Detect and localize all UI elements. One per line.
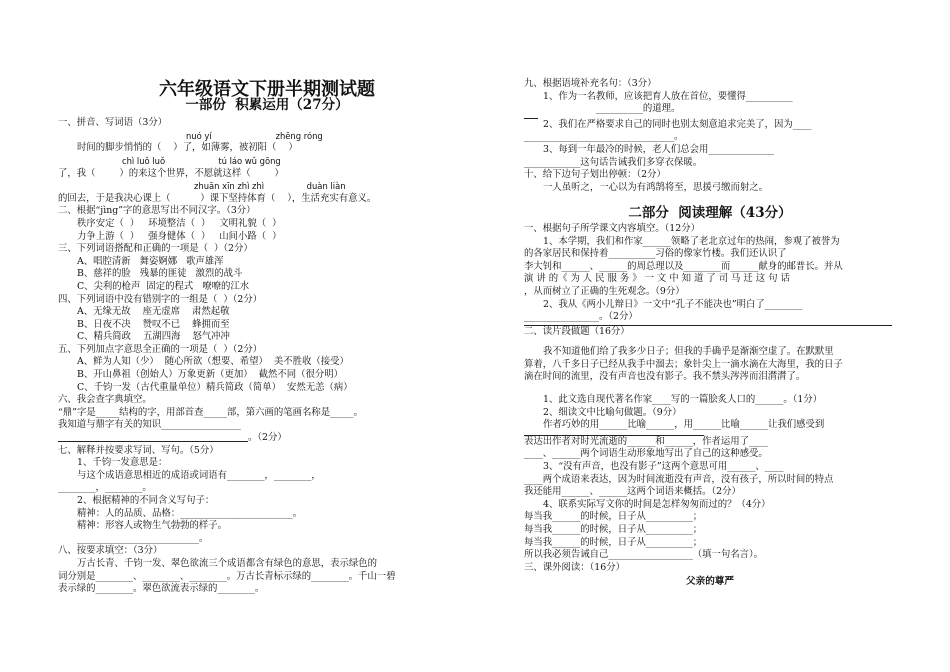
q6-line-3: 。（2分）	[248, 432, 287, 444]
q7-sub-2a: 精神：人的品质、品格：________________________。	[77, 507, 303, 519]
q1-head: 一、拼音、写词语（3分）	[58, 117, 168, 129]
q2-head: 二、根据“jìng”字的意思写出不同汉字。（3分）	[58, 205, 256, 217]
r2-q2b: 表达出作者对时光流逝的______和______，作者运用了____	[524, 435, 768, 447]
story-title: 父亲的尊严	[686, 576, 734, 588]
q9-head: 九、根据语境补充名句：（3分）	[524, 78, 657, 89]
r2-q4c: 每当我______的时候，日子从__________；	[524, 536, 703, 548]
q5-option-a: A、鲜为人知（少） 随心所欲（想要、希望） 美不胜收（接受）	[77, 356, 349, 368]
q1-pinyin-2: chì luǒ luǒ tú láo wǔ gōng	[122, 155, 281, 166]
r2-passage-1: 我不知道他们给了我多少日子；但我的手确乎是渐渐空虚了。在默默里	[543, 346, 834, 358]
question-8	[58, 545, 476, 595]
q9-line-5: 3、每到一年最冷的时候，老人们总会用______________	[543, 143, 774, 155]
q9-line-6: ____________这句话告诫我们多穿衣保暖。	[524, 156, 703, 168]
r1-line-1: 1、本学期，我们和作家______领略了老北京过年的热闹，参观了被誉为	[543, 235, 840, 247]
reading-3	[524, 562, 896, 589]
r1-line-3: 李大钊和______、______的周总理以及________而______献身的邮普长。并从	[524, 260, 843, 272]
q6-head: 六、我会查字典填空。	[58, 394, 152, 406]
q4-option-a: A、无缘无故 座无虚席 肃然起敬	[77, 306, 230, 318]
q1-line-3: 的回去，于是我决心课上（ ）课下坚持体育（ ），生活充实有意义。	[58, 192, 377, 204]
q7-sub-1: 1、千钧一发意思是：	[77, 457, 168, 469]
r1-line-2: 的各家居民和保持着__________习俗的像家竹楼。我们还认识了	[524, 248, 787, 260]
r2-q4b: 每当我______的时候，日子从__________；	[524, 524, 703, 535]
q5-option-c: C、千钧一发（古代重量单位）精兵简政（简单） 安然无恙（病）	[77, 381, 353, 393]
question-4	[58, 294, 476, 344]
q3-option-b: B、慈祥的脸 残暴的匪徒 激烈的战斗	[77, 268, 243, 280]
q8-line-3: 表示绿的________。翠色欲流表示绿的________。	[58, 583, 265, 595]
r2-q4: 4、联系实际写文你的时间是怎样匆匆而过的？（4分）	[543, 498, 771, 510]
q9-line-2: __________的道理。	[596, 103, 681, 115]
question-5	[58, 344, 476, 394]
r2-head: 二、读片段做题（16分）	[524, 325, 630, 337]
r1-line-5: ，从而树立了正确的生死观念。（9分）	[524, 285, 685, 297]
q7-sub-2b: 精神：形容人或物生气勃勃的样子。	[77, 520, 228, 532]
q4-option-c: C、精兵简政 五湖四海 怒气冲冲	[77, 331, 230, 343]
question-10	[524, 169, 896, 194]
q10-line-1: 一人虽听之，一心以为有鸿鹄将至，思援弓缴而射之。	[543, 181, 769, 193]
question-7	[58, 445, 476, 546]
q7-sub-1c: ________，________。	[58, 482, 152, 494]
q8-line-1: 万古长青、千钧一发、翠色欲流三个成语都含有绿色的意思，表示绿色的	[77, 557, 378, 569]
r2-q4a: 每当我______的时候，日子从__________；	[524, 511, 703, 523]
q2-line-2: 力争上游（ ） 强身健体（ ） 山间小路（ ）	[77, 230, 282, 242]
q7-sub-2: 2、根据精神的不同含义写句子：	[77, 495, 215, 506]
question-6	[58, 394, 476, 444]
q6-line-1: “鼎”字是_____结构的字，用部首查_____部，第六画的笔画名称是_____。	[58, 406, 363, 418]
q5-head: 五、下列加点字意思全正确的一项是（ ）（2分）	[58, 343, 263, 355]
r1-head: 一、根据句子所学课文内容填空。（12分）	[524, 222, 700, 234]
q1-line-2: 了，我（ ）的来这个世界，不愿就这样（ ）	[58, 167, 284, 179]
r1-line-6: 2、我从《两小儿辩日》一文中“孔子不能决也”明白了________	[543, 298, 803, 310]
r2-q2a: 作者巧妙的用______比喻______，用______比喻______让我们感受到	[543, 419, 825, 431]
q1-pinyin-3: zhuān xīn zhì zhì duàn liàn	[194, 181, 346, 192]
q8-line-2: 词分别是________、________、________。万古长青标示绿的________。千山一碧	[58, 570, 396, 582]
reading-2	[524, 326, 896, 562]
q10-head: 十、给下边句子划出停顿：（2分）	[524, 169, 666, 181]
r2-q3b: ____两个成语来表达，因为时间流逝没有声音，没有孩子，所以时间的特点	[524, 473, 834, 485]
r2-q3c: 我还能用______、______这两个词语来概括。（2分）	[524, 486, 741, 498]
q8-head: 八、按要求填空：（3分）	[58, 545, 163, 557]
q4-option-b: B、日夜不决 赞叹不已 蜂拥而至	[77, 318, 230, 330]
q7-sub-1b: 与这个成语意思相近的成语或词语有________，________，	[77, 469, 321, 481]
question-9	[524, 78, 896, 169]
r2-passage-2: 算着，八千多日子已经从我手中溜去；象针尖上一滴水滴在大海里，我的日子	[524, 358, 843, 370]
question-1	[58, 117, 476, 205]
q3-option-c: C、尖利的枪声 固定的程式 嘹嘹的江水	[77, 280, 250, 292]
q5-option-b: B、开山鼻祖（创始人）万象更新（更加） 截然不同（很分明）	[77, 369, 343, 381]
answer-line	[58, 441, 248, 442]
r1-line-4: 演 讲 的《 为 人 民 服 务 》 一 文 中 知 道 了 司 马 迁 这 句 话	[524, 273, 790, 285]
page-title: 六年级语文下册半期测试题	[159, 79, 375, 100]
r2-q1: 1、此文选自现代著名作家____写的一篇脍炙人口的______。（1分）	[543, 394, 823, 406]
question-2	[58, 205, 476, 243]
q3-option-a: A、唱腔清新 舞姿婀娜 歌声雄浑	[77, 255, 224, 267]
r2-q4d: 所以我必须告诫自己__________________（填一句名言）。	[524, 549, 764, 561]
q7-sub-2c: __________________________。	[77, 532, 209, 544]
q9-line-1: 1、作为一名教师，应该把育人放在首位，要懂得__________	[543, 90, 793, 102]
part2-title: 二部分 阅读理解（43分）	[628, 205, 792, 222]
q6-line-2: 我知道与鼎字有关的知识_________________	[58, 419, 241, 431]
q6-line-3-row	[58, 432, 476, 445]
r2-q2: 2、细读文中比喻句做题。（9分）	[543, 406, 682, 418]
r3-head: 三、课外阅读：（16分）	[524, 561, 625, 573]
r2-q2c: ____、______两个词语生动形象地写出了自己的这种感受。	[524, 448, 768, 460]
q1-line-1: 时间的脚步悄悄的（ ）了，如薄雾，被初阳（ ）	[77, 142, 298, 154]
reading-1	[524, 223, 896, 324]
r2-passage-3: 滴在时间的流里，没有声音也没有影子。我不禁头涔涔而泪潸潸了。	[524, 371, 806, 383]
q2-line-1: 秩序安定（ ） 环境整洁（ ） 文明礼貌（ ）	[77, 217, 282, 229]
r2-q3: 3、“没有声音，也没有影子”这两个意思可用______、____	[543, 461, 784, 473]
q3-head: 三、下列词语搭配和正确的一项是（ ）（2分）	[58, 243, 253, 255]
q9-line-4: ________________________________。	[524, 131, 684, 143]
q9-line-3: 2、我们在严格要求自己的同时也别太刻意追求完美了，因为____	[543, 118, 812, 130]
r1-line-7: ________________。（2分）	[524, 311, 638, 323]
q1-pinyin-1: nuó yí zhēng róng	[186, 130, 323, 141]
q4-head: 四、下列词语中没有错别字的一组是（ ）（2分）	[58, 293, 263, 305]
right-column	[524, 0, 896, 589]
part1-title: 一部份 积累运用（27分）	[185, 96, 349, 113]
left-column	[58, 0, 476, 596]
question-3	[58, 243, 476, 293]
q7-head: 七、解释并按要求写词、写句。（5分）	[58, 444, 219, 456]
